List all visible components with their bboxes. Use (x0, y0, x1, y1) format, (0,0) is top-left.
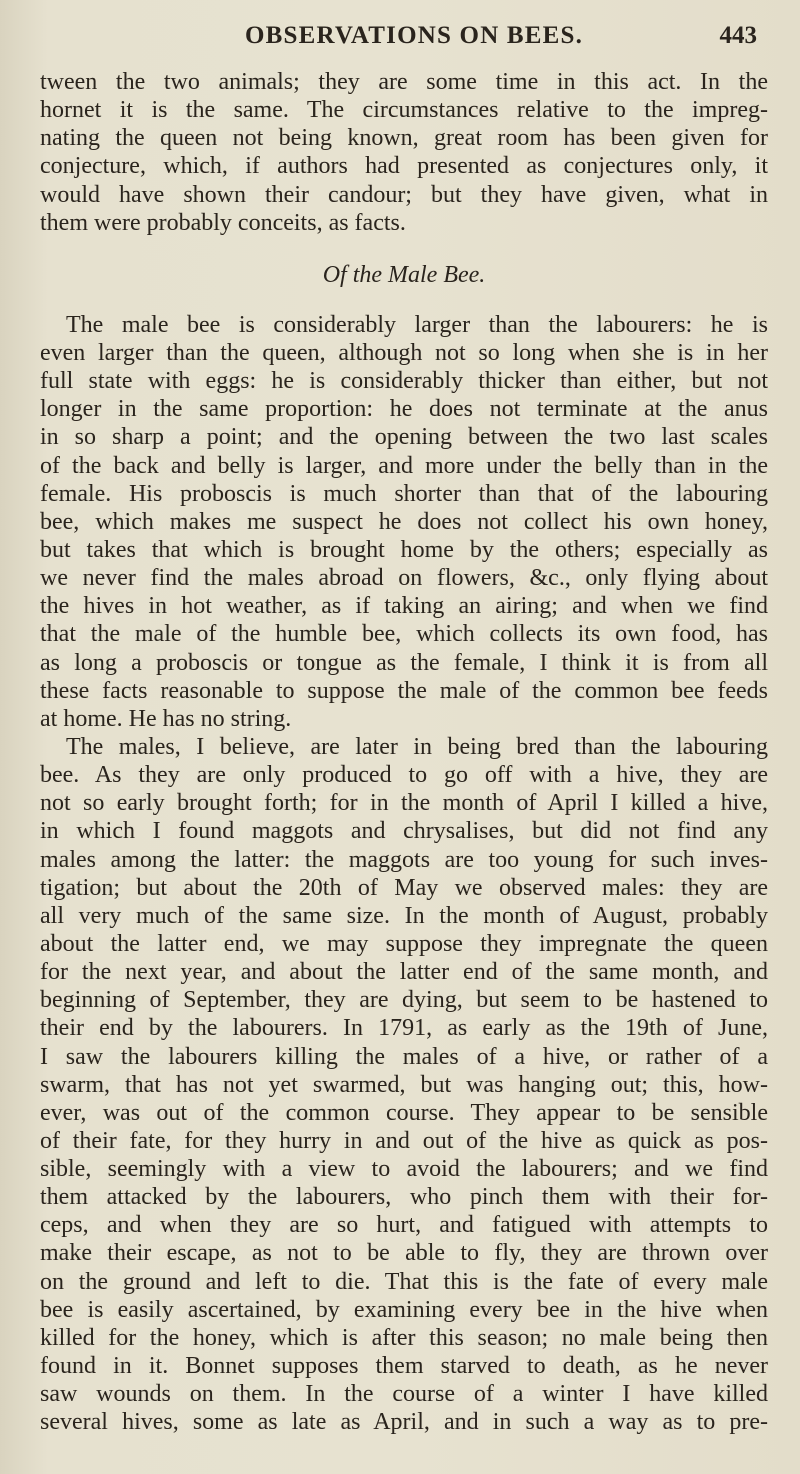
text-line: several hives, some as late as April, and in such a way as to pre- (40, 1409, 768, 1436)
text-line: them attacked by the labourers, who pinch them with their for- (40, 1184, 768, 1211)
text-line: in so sharp a point; and the opening between the two last scales (40, 424, 768, 451)
text-line: swarm, that has not yet swarmed, but was hanging out; this, how- (40, 1071, 768, 1098)
paragraph-continuation (40, 68, 768, 237)
text-line: we never find the males abroad on flowers, &c., only flying about (40, 565, 768, 592)
page-number: 443 (719, 22, 757, 49)
text-line: tween the two animals; they are some time in this act. In the (40, 69, 768, 95)
text-line: in which I found maggots and chrysalises, but did not find any (40, 818, 768, 845)
text-line: found in it. Bonnet supposes them starved to death, as he never (40, 1353, 768, 1380)
text-line: these facts reasonable to suppose the male of the common bee feeds (40, 677, 768, 704)
text-line: bee. As they are only produced to go off with a hive, they are (40, 762, 768, 789)
text-line: I saw the labourers killing the males of a hive, or rather of a (40, 1043, 768, 1070)
text-line: female. His proboscis is much shorter than that of the labouring (40, 480, 768, 507)
text-line: The males, I believe, are later in being bred than the labouring (66, 733, 768, 760)
text-line: of the back and belly is larger, and more under the belly than in the (40, 452, 768, 479)
text-line: even larger than the queen, although not so long when she is in her (40, 339, 768, 366)
body-text (40, 68, 768, 1436)
running-head (245, 22, 765, 52)
running-title: OBSERVATIONS ON BEES. (245, 22, 584, 49)
text-line: would have shown their candour; but they have given, what in (40, 181, 768, 208)
text-line: ever, was out of the common course. They appear to be sensible (40, 1099, 768, 1126)
text-line: that the male of the humble bee, which collects its own food, has (40, 621, 768, 648)
paragraph-male-bee-description (40, 311, 768, 733)
text-line: beginning of September, they are dying, but seem to be hastened to (40, 987, 768, 1014)
text-line: on the ground and left to die. That this is the fate of every male (40, 1268, 768, 1295)
text-line: sible, seemingly with a view to avoid the labourers; and we find (40, 1156, 768, 1183)
text-line: at home. He has no string. (40, 705, 292, 732)
text-line: not so early brought forth; for in the month of April I killed a hive, (40, 790, 768, 817)
section-heading: Of the Male Bee. (322, 261, 486, 288)
text-line: bee is easily ascertained, by examining every bee in the hive when (40, 1296, 768, 1323)
paragraph-males-breeding (40, 733, 768, 1437)
text-line: hornet it is the same. The circumstances relative to the impreg- (40, 97, 768, 124)
text-line: killed for the honey, which is after this season; no male being then (40, 1324, 768, 1351)
text-line: about the latter end, we may suppose they impregnate the queen (40, 930, 768, 957)
text-line: full state with eggs: he is considerably thicker than either, but not (40, 368, 768, 395)
text-line: them were probably conceits, as facts. (40, 209, 406, 236)
text-line: make their escape, as not to be able to fly, they are thrown over (40, 1240, 768, 1267)
text-line: for the next year, and about the latter end of the same month, and (40, 959, 768, 986)
text-line: tigation; but about the 20th of May we observed males: they are (40, 874, 768, 901)
text-line: ceps, and when they are so hurt, and fatigued with attempts to (40, 1212, 768, 1239)
text-line: The male bee is considerably larger than the labourers: he is (66, 311, 768, 338)
text-line: as long a proboscis or tongue as the female, I think it is from all (40, 649, 768, 676)
text-line: nating the queen not being known, great room has been given for (40, 125, 768, 152)
text-line: bee, which makes me suspect he does not collect his own honey, (40, 508, 768, 535)
text-line: of their fate, for they hurry in and out of the hive as quick as pos- (40, 1127, 768, 1154)
text-line: all very much of the same size. In the month of August, probably (40, 902, 768, 929)
text-line: conjecture, which, if authors had presented as conjectures only, it (40, 153, 768, 180)
text-line: longer in the same proportion: he does not terminate at the anus (40, 396, 768, 423)
text-line: but takes that which is brought home by the others; especially as (40, 536, 768, 563)
text-line: males among the latter: the maggots are too young for such inves- (40, 846, 768, 873)
text-line: saw wounds on them. In the course of a winter I have killed (40, 1381, 768, 1408)
text-line: their end by the labourers. In 1791, as early as the 19th of June, (40, 1015, 768, 1042)
text-line: the hives in hot weather, as if taking an airing; and when we find (40, 593, 768, 620)
